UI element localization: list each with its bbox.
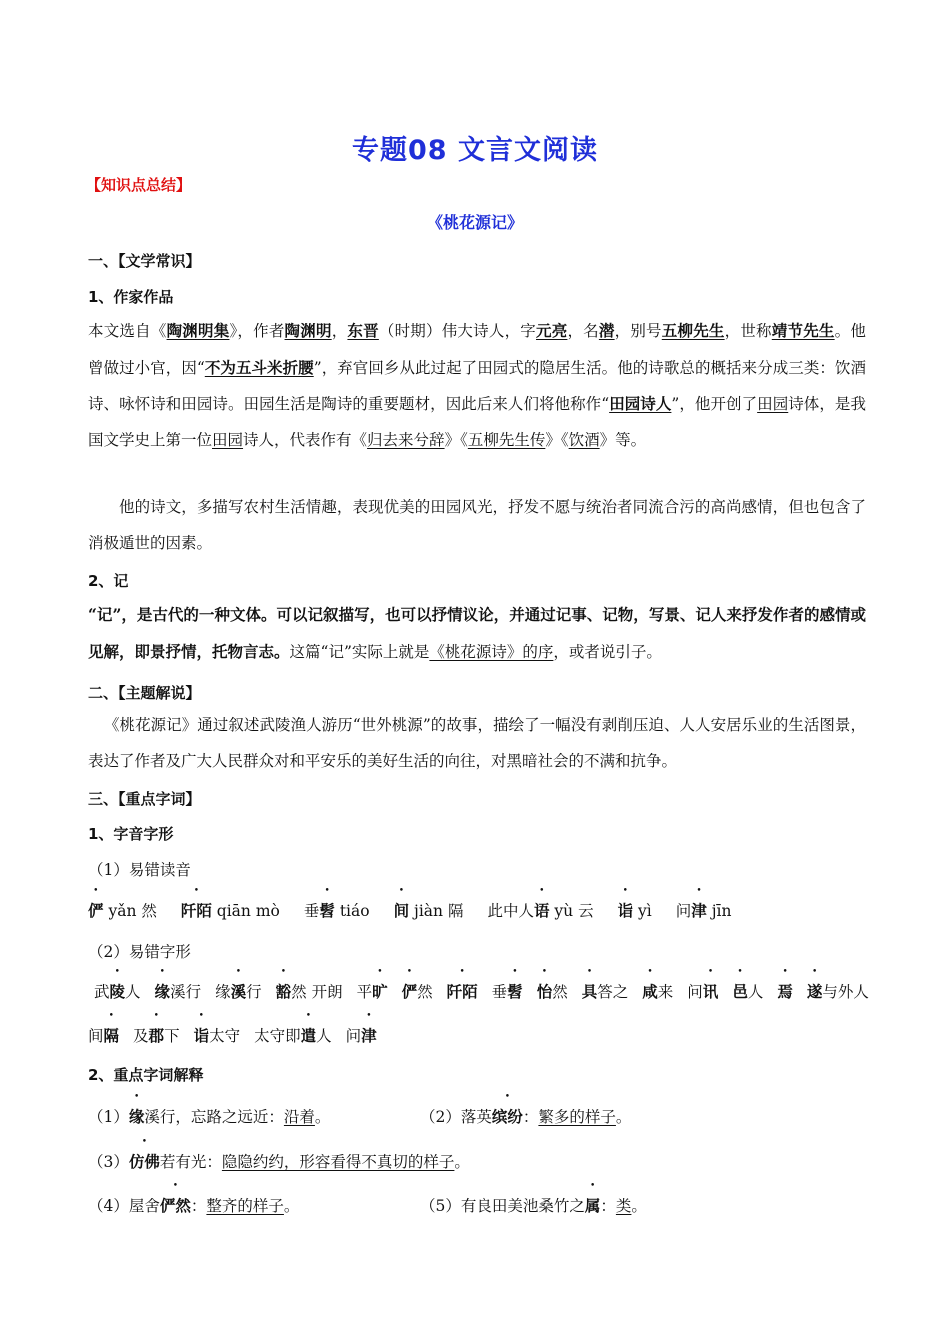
subheading-pronunciation: （1）易错读音: [88, 861, 191, 879]
text: 人: [316, 1027, 332, 1045]
character-form-item: [346, 1027, 377, 1045]
text: 平: [356, 983, 373, 1001]
text: （2）落英: [420, 1108, 492, 1126]
character-form-item: [276, 983, 343, 1001]
definition-answer: 类: [615, 1197, 632, 1215]
text: 问: [675, 902, 692, 920]
text: 诗体，是我国文学史上第一位: [88, 395, 866, 449]
text: 答之: [597, 983, 629, 1001]
work-title: 五柳先生传: [467, 430, 546, 449]
character-form-item: [133, 1027, 180, 1045]
page-title: 专题08 文言文阅读: [352, 135, 598, 166]
text: jīn: [706, 902, 732, 920]
character-form-item: [88, 1027, 119, 1045]
text: 。: [283, 1197, 300, 1215]
character-form-item: [582, 983, 629, 1001]
definition-item: [420, 1194, 950, 1216]
text: 垂: [491, 983, 508, 1001]
subheading-character-forms: （2）易错字形: [88, 943, 191, 961]
text: 武: [94, 983, 110, 1001]
definition-answer: 繁多的样子: [538, 1108, 616, 1126]
dotted-character: 髫: [319, 901, 335, 920]
definition-answer: 整齐的样子: [206, 1197, 284, 1215]
dotted-character: 缤纷: [491, 1107, 523, 1126]
text: 行: [246, 983, 262, 1001]
text: ，: [331, 322, 348, 340]
dotted-character: 豁: [275, 982, 292, 1001]
text: 及: [133, 1027, 149, 1045]
text: 人: [747, 983, 764, 1001]
section-heading-theme: 二、【主题解说】: [88, 684, 201, 702]
text: 这篇“记”实际上就是: [289, 642, 430, 661]
dotted-character: 俨然: [159, 1196, 191, 1215]
dotted-character: 缘: [154, 982, 171, 1001]
text: 》等。: [599, 430, 647, 449]
dotted-character: 邑: [732, 982, 748, 1001]
text: 太守即: [254, 1027, 301, 1045]
book-name: 陶渊明集: [166, 321, 230, 340]
text: ”，弃官回乡从此过起了田园式的隐居生活。他的诗歌总的概括来分成三类：饮酒诗、咏怀诗和田园诗。田园生活是陶诗的重要题材，因此后来人们将他称作“: [88, 358, 866, 413]
character-form-item: [447, 983, 478, 1001]
character-form-item: [732, 983, 763, 1001]
text: ，别号: [614, 322, 662, 340]
dotted-character: 属: [584, 1196, 601, 1215]
definition-item: [88, 1150, 878, 1172]
pronunciation-item: [487, 902, 593, 920]
pronunciation-item: [181, 902, 280, 920]
text: ，或者说引子。: [553, 642, 662, 661]
pronunciation-item: [394, 902, 464, 920]
subheading-word-explanations: 2、重点字词解释: [88, 1066, 204, 1084]
text: 然: [417, 983, 433, 1001]
text: 。: [454, 1153, 470, 1171]
text: 溪行: [170, 983, 202, 1001]
text: qiān mò: [211, 902, 280, 920]
work-title: 归去来兮辞: [367, 430, 445, 449]
underlined-term: 《桃花源诗》的序: [429, 642, 554, 661]
character-form-item: [492, 983, 523, 1001]
text: 然 开朗: [291, 983, 343, 1001]
dotted-character: 阡陌: [180, 901, 212, 920]
dotted-character: 仿佛: [128, 1152, 160, 1171]
dynasty: 东晋: [347, 321, 379, 340]
dotted-character: 间: [393, 901, 410, 920]
text: yǎn 然: [103, 902, 157, 920]
dotted-character: 诣: [617, 901, 634, 920]
text: 与外人: [822, 983, 869, 1001]
dotted-character: 阡陌: [446, 982, 478, 1001]
subheading-ji: 2、记: [88, 572, 129, 590]
text: 》《: [444, 430, 468, 449]
dotted-character: 语: [533, 901, 550, 920]
work-title: 饮酒: [568, 430, 600, 449]
text: ，名: [567, 322, 599, 340]
text: ，世称: [724, 322, 772, 340]
text: jiàn 隔: [409, 902, 464, 920]
famous-quote: 不为五斗米折腰: [204, 357, 314, 377]
underlined-term: 田园: [757, 395, 789, 413]
character-form-item: [254, 1027, 332, 1045]
courtesy-name: 元亮: [536, 321, 568, 340]
dotted-character: 津: [361, 1026, 377, 1045]
dotted-character: 髫: [507, 982, 523, 1001]
text: ：: [190, 1197, 207, 1215]
character-form-item: [687, 983, 718, 1001]
article-title: 《桃花源记》: [426, 213, 523, 232]
character-forms-line-1: [94, 980, 884, 1002]
dotted-character: 讯: [702, 982, 719, 1001]
dotted-character: 郡: [148, 1026, 165, 1045]
paragraph-poetry-style: 他的诗文，多描写农村生活情趣，表现优美的田园风光，抒发不愿与统治者同流合污的高尚感情，但也包含了消极遁世的因素。: [88, 498, 866, 552]
definition-bold: “记”，是古代的一种文体。可以记叙描写，也可以抒情议论，并通过记事、记物，写景、记人来抒发作者的感情或见解，即景抒情，托物言志。: [88, 605, 866, 661]
text: 》，作者: [229, 322, 285, 340]
dotted-character: 陵: [109, 982, 126, 1001]
pronunciation-item: [676, 902, 732, 920]
honorific: 靖节先生: [771, 321, 835, 340]
author-name: 陶渊明: [284, 321, 332, 340]
dotted-character: 俨: [401, 982, 418, 1001]
text: 问: [345, 1027, 362, 1045]
paragraph-author: [88, 313, 866, 458]
text: 太守: [209, 1027, 241, 1045]
text: （4）屋舍: [88, 1197, 160, 1215]
dotted-character: 旷: [372, 982, 388, 1001]
pronunciation-item: [304, 902, 370, 920]
text: 。: [314, 1108, 331, 1126]
character-form-item: [357, 983, 388, 1001]
text: 若有光：: [159, 1153, 222, 1171]
pronunciation-item: [618, 902, 652, 920]
section-heading-literary-knowledge: 一、【文学常识】: [88, 252, 201, 270]
text: 垂: [303, 902, 320, 920]
text: ”，他开创了: [671, 395, 758, 413]
dotted-character: 咸: [642, 982, 658, 1001]
text: （时期）伟大诗人，字: [378, 322, 537, 340]
text: 》《: [545, 430, 569, 449]
section-heading-key-words: 三、【重点字词】: [88, 790, 201, 808]
dotted-character: 焉: [777, 982, 793, 1001]
text: 来: [657, 983, 674, 1001]
given-name: 潜: [598, 321, 615, 340]
paragraph-ji: [88, 597, 866, 670]
character-form-item: [642, 983, 673, 1001]
text: 。: [615, 1108, 632, 1126]
dotted-character: 隔: [103, 1026, 120, 1045]
dotted-character: 津: [691, 901, 707, 920]
definition-answer: 沿着: [283, 1108, 315, 1126]
poet-title: 田园诗人: [609, 394, 672, 413]
character-form-item: [807, 983, 869, 1001]
pronunciation-item: [88, 902, 157, 920]
pronunciation-list: [88, 899, 878, 921]
underlined-term: 田园: [212, 430, 244, 449]
definition-item: [420, 1105, 950, 1127]
character-form-item: [155, 983, 202, 1001]
subheading-author-works: 1、作家作品: [88, 288, 174, 306]
character-form-item: [94, 983, 141, 1001]
character-form-item: [215, 983, 262, 1001]
text: yì: [633, 902, 652, 920]
dotted-character: 诣: [193, 1026, 210, 1045]
dotted-character: 具: [581, 982, 598, 1001]
text: 下: [164, 1027, 180, 1045]
text: 此中人: [487, 902, 534, 920]
character-form-item: [194, 1027, 241, 1045]
text: 溪行，忘路之远近：: [144, 1108, 284, 1126]
dotted-character: 遂: [806, 982, 823, 1001]
text: ：: [600, 1197, 616, 1215]
character-form-item: [402, 983, 433, 1001]
text: （5）有良田美池桑竹之: [420, 1197, 585, 1215]
text: tiáo: [334, 902, 370, 920]
dotted-character: 溪: [230, 982, 247, 1001]
dotted-character: 遣: [300, 1026, 317, 1045]
text: ：: [522, 1108, 539, 1126]
dotted-character: 怡: [536, 982, 553, 1001]
text: 问: [687, 983, 703, 1001]
text: 。: [631, 1197, 647, 1215]
dotted-character: 俨: [88, 901, 104, 920]
definition-answer: 隐隐约约，形容看得不真切的样子: [221, 1153, 455, 1171]
character-form-item: [777, 983, 793, 1001]
knowledge-summary-label: 【知识点总结】: [86, 176, 192, 194]
text: 本文选自《: [88, 322, 167, 340]
text: 然: [552, 983, 568, 1001]
paragraph-theme: 《桃花源记》通过叙述武陵渔人游历“世外桃源”的故事，描绘了一幅没有剥削压迫、人人安居乐业的生活图景，表达了作者及广大人民群众对和平安乐的美好生活的向往，对黑暗社会的不满和抗争。: [88, 716, 866, 770]
text: 诗人，代表作有《: [243, 430, 368, 449]
alias: 五柳先生: [661, 321, 725, 340]
text: 缘: [215, 983, 231, 1001]
character-form-item: [537, 983, 568, 1001]
subheading-pronunciation-forms: 1、字音字形: [88, 825, 174, 843]
text: 人: [125, 983, 141, 1001]
text: yù 云: [549, 902, 594, 920]
dotted-character: 缘: [128, 1107, 145, 1126]
text: （1）: [88, 1108, 129, 1126]
text: 间: [88, 1027, 104, 1045]
text: （3）: [88, 1153, 129, 1171]
text: 。他曾做过小官，因“: [88, 322, 866, 377]
character-forms-line-2: [88, 1024, 878, 1046]
